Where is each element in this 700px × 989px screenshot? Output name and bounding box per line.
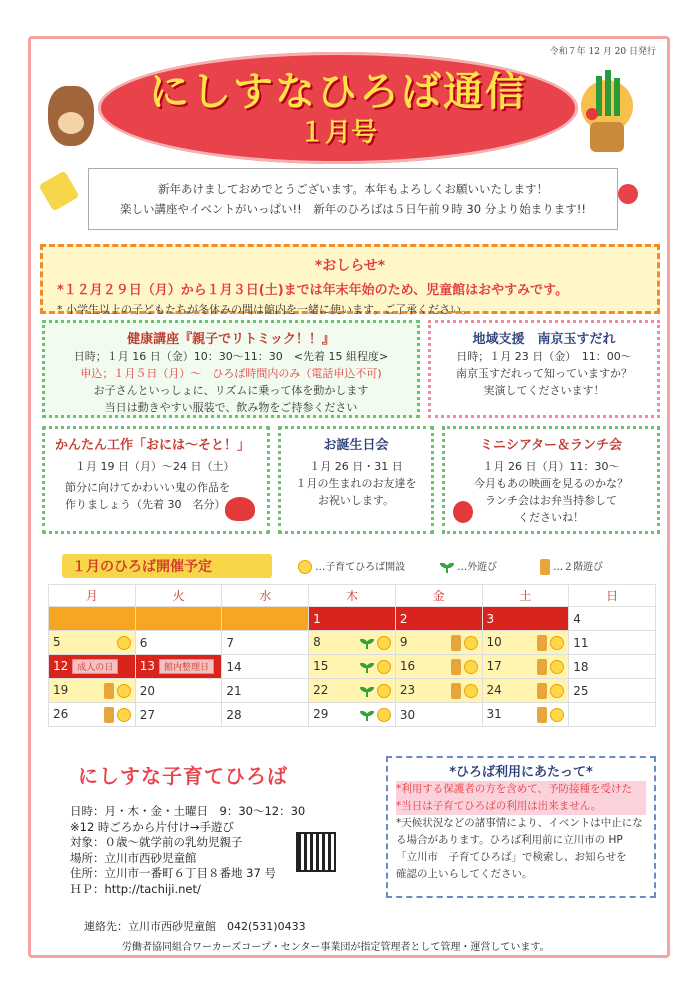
chick-icon — [550, 660, 564, 674]
calendar-day — [135, 631, 222, 655]
calendar-day — [569, 607, 656, 631]
day-number: 11 — [573, 635, 589, 650]
giraffe-icon — [537, 635, 547, 651]
day-number: 7 — [226, 635, 235, 650]
health-desc-1: お子さんといっしょに、リズムに乗って体を動かします — [93, 384, 369, 397]
health-date: 日時；１月 16 日（金）10：30〜11：30 <先着 15 組程度> — [73, 350, 389, 363]
weekday-header: 火 — [135, 585, 222, 607]
day-number: 10 — [486, 634, 502, 649]
issue-month: １月号 — [298, 118, 377, 148]
giraffe-icon — [104, 683, 114, 699]
giraffe-icon — [540, 559, 550, 575]
rules-line-5: 「立川市 子育てひろば」で検索し、お知らせを — [396, 851, 627, 863]
calendar-week — [49, 655, 656, 679]
birthday-title: お誕生日会 — [323, 438, 389, 453]
giraffe-icon — [451, 635, 461, 651]
giraffe-icon — [451, 659, 461, 675]
calendar-day — [395, 679, 482, 703]
chick-icon — [550, 708, 564, 722]
calendar-day — [569, 655, 656, 679]
day-number: 30 — [399, 707, 416, 722]
day-icons — [534, 683, 564, 699]
day-number: 21 — [226, 683, 242, 698]
calendar-day — [49, 703, 136, 727]
notice-line-1: *１２月２９日（月）から１月３日(土)までは年末年始のため、児童館はおやすみです。 — [57, 283, 569, 298]
issue-date: 令和７年 12 月 20 日発行 — [549, 47, 656, 57]
birthday-date: １月 26 日・31 日 — [309, 460, 403, 473]
sprout-icon — [360, 685, 374, 697]
chick-icon — [550, 636, 564, 650]
weekday-header: 木 — [309, 585, 396, 607]
day-icons — [534, 635, 564, 651]
region-date: 日時；１月 23 日（金） 11：00〜 — [456, 350, 632, 363]
day-icons — [114, 635, 131, 650]
plum-blossom-icon — [618, 184, 638, 204]
hiroba-name: にしすな子育てひろば — [78, 764, 288, 788]
theater-desc-1: 今月もあの映画を見るのかな？ — [474, 477, 628, 490]
day-number: 6 — [139, 635, 148, 650]
sprout-icon — [360, 709, 374, 721]
calendar-day — [49, 607, 136, 631]
day-number: 20 — [139, 683, 155, 698]
rules-box — [386, 756, 656, 898]
calendar-week — [49, 631, 656, 655]
day-number: 4 — [573, 611, 581, 626]
calendar-day — [222, 655, 309, 679]
theater-title: ミニシアター＆ランチ会 — [479, 438, 623, 453]
weekday-header: 月 — [49, 585, 136, 607]
calendar-day — [222, 679, 309, 703]
calendar-day — [395, 631, 482, 655]
hiroba-info — [70, 804, 305, 897]
hiroba-hours: 日時：月・木・金・土曜日 9：30〜12：30 — [70, 804, 306, 818]
day-number: 12 — [53, 659, 69, 673]
day-number: 14 — [226, 659, 242, 674]
legend-open: …子育てひろば開設 — [298, 558, 405, 574]
calendar-day — [482, 703, 569, 727]
day-icons — [448, 659, 478, 675]
day-icons — [360, 635, 391, 650]
legend-floor2: …２階遊び — [540, 558, 603, 575]
birthday-box — [278, 426, 434, 534]
calendar-day — [135, 607, 222, 631]
day-icons — [448, 635, 478, 651]
day-icons — [360, 659, 391, 674]
hiroba-target: 対象：０歳〜就学前の乳幼児親子 — [70, 835, 243, 849]
day-icons — [448, 683, 478, 699]
health-desc-2: 当日は動きやすい服装で、飲み物をご持参ください — [104, 401, 358, 414]
schedule-title: １月のひろば開催予定 — [62, 554, 272, 578]
greeting-line-1: 新年あけましておめでとうございます。本年もよろしくお願いいたします！ — [157, 182, 549, 196]
calendar-week — [49, 679, 656, 703]
day-number: 24 — [486, 682, 502, 697]
notice-box — [40, 244, 660, 314]
calendar-day — [569, 631, 656, 655]
theater-date: １月 26 日（月）11：30〜 — [482, 460, 620, 473]
health-apply: 申込；１月５日（月）〜 ひろば時間内のみ（電話申込不可) — [80, 367, 382, 380]
hiroba-place: 場所：立川市西砂児童館 — [70, 850, 197, 865]
day-number: 18 — [573, 659, 589, 674]
day-number: 9 — [399, 634, 408, 649]
calendar-day — [395, 703, 482, 727]
day-number: 19 — [53, 682, 69, 697]
region-desc-2: 実演してくださいます！ — [483, 384, 605, 397]
calendar-day — [569, 679, 656, 703]
rules-line-1: *利用する保護者の方を含めて、予防接種を受けた — [396, 781, 646, 798]
chick-icon — [464, 660, 478, 674]
calendar-day — [49, 655, 136, 679]
day-icons — [360, 707, 391, 722]
calendar-day — [482, 631, 569, 655]
calendar-day — [135, 655, 222, 679]
region-title: 地域支援 南京玉すだれ — [472, 332, 616, 347]
kadomatsu-icon — [576, 66, 638, 158]
sprout-icon — [360, 637, 374, 649]
oni-icon — [225, 497, 255, 521]
notice-line-2: * 小学生以上の子どもたちが冬休みの間は館内を一緒に使います。ご了承ください。 — [57, 303, 473, 316]
day-number: 25 — [573, 683, 589, 698]
day-number: 1 — [313, 611, 321, 626]
calendar-day — [569, 703, 656, 727]
calendar-day — [309, 703, 396, 727]
day-icons — [534, 707, 564, 723]
day-number: 26 — [53, 706, 69, 721]
craft-date: １月 19 日（月）〜24 日（土） — [75, 460, 235, 473]
chick-icon — [464, 636, 478, 650]
chick-icon — [377, 660, 391, 674]
hiroba-hp: ＨＰ：http://tachiji.net/ — [70, 881, 201, 896]
chick-icon — [550, 684, 564, 698]
rules-line-3: *天候状況などの諸事情により、イベントは中止にな — [396, 817, 643, 829]
calendar-day — [482, 655, 569, 679]
calendar-day — [222, 607, 309, 631]
day-number: 22 — [313, 683, 329, 698]
day-number: 3 — [486, 611, 495, 626]
contact-info: 連絡先：立川市西砂児童館 042(531)0433 — [84, 920, 306, 933]
craft-desc-1: 節分に向けてかわいい鬼の作品を — [65, 481, 230, 494]
day-number: 13 — [139, 659, 155, 673]
weekday-header: 土 — [482, 585, 569, 607]
theater-desc-3: くださいね！ — [518, 511, 584, 524]
hiroba-address: 住所：立川市一番町６丁目８番地 37 号 — [70, 866, 276, 880]
chick-icon — [117, 708, 131, 722]
greeting-box — [88, 168, 618, 230]
calendar-day — [222, 631, 309, 655]
day-icons — [101, 683, 131, 699]
day-number: 27 — [139, 707, 155, 722]
calendar-day — [49, 631, 136, 655]
daruma-icon — [453, 501, 473, 523]
calendar-day — [395, 655, 482, 679]
calendar-day — [135, 703, 222, 727]
health-title: 健康講座『親子でリトミック！！』 — [127, 332, 335, 347]
operator-info: 労働者協同組合ワーカーズコープ・センター事業団が指定管理者として管理・運営しています。 — [122, 942, 550, 953]
day-number: 16 — [399, 658, 416, 673]
region-support-box — [428, 320, 660, 418]
giraffe-icon — [451, 683, 461, 699]
chick-icon — [464, 684, 478, 698]
craft-desc-2: 作りましょう（先着 30 名分） — [65, 498, 226, 511]
calendar-day — [135, 679, 222, 703]
horse-face-icon — [58, 112, 84, 134]
sprout-icon — [440, 561, 454, 573]
giraffe-icon — [104, 707, 114, 723]
day-number: 17 — [486, 658, 502, 673]
health-lecture-box — [42, 320, 420, 418]
rules-line-4: る場合があります。ひろば利用前に立川市の HP — [396, 834, 623, 846]
region-desc-1: 南京玉すだれって知っていますか？ — [456, 367, 632, 380]
birthday-desc-2: お祝いします。 — [317, 494, 395, 507]
weekday-header: 金 — [395, 585, 482, 607]
sprout-icon — [360, 661, 374, 673]
calendar-day — [395, 607, 482, 631]
day-number: 5 — [53, 635, 61, 650]
calendar-day — [482, 679, 569, 703]
theater-desc-2: ランチ会はお弁当持参して — [485, 494, 617, 507]
craft-box — [42, 426, 270, 534]
theater-box — [442, 426, 660, 534]
calendar-day — [309, 631, 396, 655]
calendar-day — [49, 679, 136, 703]
schedule-calendar — [48, 584, 656, 727]
legend-outdoor: …外遊び — [440, 558, 497, 573]
chick-icon — [377, 708, 391, 722]
day-number: 28 — [226, 707, 242, 722]
giraffe-icon — [537, 683, 547, 699]
day-tag: 成人の日 — [72, 659, 118, 674]
calendar-week — [49, 703, 656, 727]
day-number: 15 — [313, 659, 329, 674]
craft-title: かんたん工作「おには〜そと！」 — [55, 438, 251, 453]
chick-icon — [377, 684, 391, 698]
day-icons — [360, 683, 391, 698]
day-icons — [534, 659, 564, 675]
calendar-day — [309, 679, 396, 703]
day-number: 8 — [313, 635, 321, 650]
day-icons — [101, 707, 131, 723]
hiroba-note: ※12 時ごろから片付け→手遊び — [70, 819, 235, 834]
day-number: 2 — [399, 611, 408, 626]
chick-icon — [117, 684, 131, 698]
calendar-day — [309, 607, 396, 631]
calendar-day — [482, 607, 569, 631]
chick-icon — [377, 636, 391, 650]
greeting-line-2: 楽しい講座やイベントがいっぱい!! 新年のひろばは５日午前９時 30 分より始まります!! — [120, 202, 586, 216]
rules-line-2: *当日は子育てひろばの利用は出来ません。 — [396, 798, 646, 815]
weekday-header: 日 — [569, 585, 656, 607]
birthday-desc-1: １月の生まれのお友達を — [295, 477, 417, 490]
chick-icon — [117, 636, 131, 650]
day-number: 29 — [313, 707, 329, 722]
calendar-week — [49, 607, 656, 631]
page-title: にしすなひろば通信 — [149, 69, 527, 115]
giraffe-icon — [537, 659, 547, 675]
rules-line-6: 確認の上いらしてください。 — [396, 868, 533, 880]
giraffe-icon — [537, 707, 547, 723]
chick-icon — [298, 560, 312, 574]
rules-heading: *ひろば利用にあたって* — [449, 765, 593, 780]
calendar-day — [309, 655, 396, 679]
day-number: 23 — [399, 682, 416, 697]
notice-heading: *おしらせ* — [314, 258, 386, 274]
day-tag: 館内整理日 — [159, 659, 214, 674]
weekday-header: 水 — [222, 585, 309, 607]
qr-code-icon — [296, 832, 336, 872]
calendar-day — [222, 703, 309, 727]
day-number: 31 — [486, 706, 502, 721]
